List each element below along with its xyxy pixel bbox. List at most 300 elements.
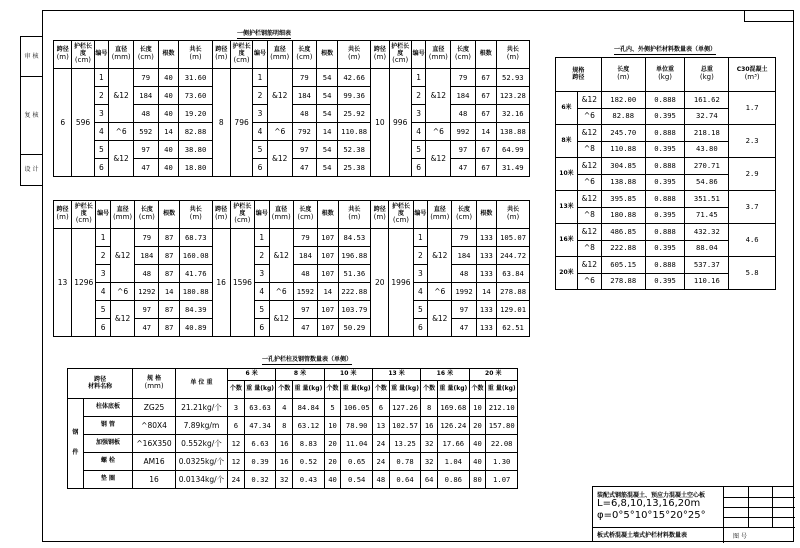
span-cell: 8 [212, 69, 230, 177]
value-cell: 6 [372, 399, 389, 417]
number-cell: 5 [413, 301, 428, 319]
value-cell: 106.05 [341, 399, 372, 417]
value-cell: 278.88 [601, 273, 645, 290]
value-cell: 32.16 [496, 105, 529, 123]
value-cell: 270.71 [685, 158, 729, 175]
value-cell: 54 [317, 159, 338, 177]
title-block-line3: φ=0°5°10°15°20°25° [597, 510, 706, 521]
value-cell: 47 [133, 159, 158, 177]
diameter-cell: &12 [109, 141, 134, 177]
column-header-label: 直径 [275, 206, 288, 214]
number-cell: 5 [253, 141, 268, 159]
value-cell: 0.888 [645, 257, 685, 274]
value-cell: 160.08 [179, 247, 212, 265]
value-cell: 184 [293, 247, 317, 265]
value-cell: 12 [228, 435, 245, 453]
column-header [338, 41, 371, 69]
column-header [645, 58, 685, 92]
table-row [68, 471, 518, 489]
value-cell: &12 [577, 191, 601, 208]
value-cell: ^8 [577, 141, 601, 158]
number-cell: 2 [94, 87, 109, 105]
span-header: 8 米 [276, 369, 324, 381]
column-header-unit: (mm) [430, 212, 450, 221]
column-header [158, 41, 179, 69]
table-header-row [556, 58, 776, 92]
concrete-cell: 4.6 [729, 224, 776, 257]
diameter-cell: ^6 [428, 283, 452, 301]
title-block-line1: 装配式钢筋混凝土、预应力混凝土空心板 [597, 492, 706, 499]
unit-weight-cell: 0.0134kg/个 [175, 471, 227, 489]
value-cell: 1992 [452, 283, 476, 301]
column-header-label: 护栏长度 [232, 43, 251, 57]
column-header [255, 201, 270, 229]
value-cell: 67 [475, 87, 496, 105]
column-header-spec [133, 369, 176, 399]
column-header-label: 编号 [412, 50, 425, 58]
column-header-label: 护栏长度 [391, 43, 410, 57]
value-cell: 169.68 [438, 399, 469, 417]
value-cell: 47 [292, 159, 317, 177]
value-cell: 6.63 [244, 435, 275, 453]
value-cell: 184 [452, 247, 476, 265]
number-cell: 4 [94, 123, 109, 141]
value-cell: 47.34 [244, 417, 275, 435]
value-cell: 395.85 [601, 191, 645, 208]
column-header-label: 护栏长度 [73, 43, 92, 57]
table-row [68, 453, 518, 471]
value-cell: 0.888 [645, 191, 685, 208]
column-header-unit-weight: 单 位 重 [175, 369, 227, 399]
side-label [68, 399, 84, 489]
value-cell: 304.85 [601, 158, 645, 175]
column-header [452, 201, 476, 229]
column-header-label: 编号 [255, 210, 268, 218]
column-header [230, 201, 254, 229]
column-header [253, 41, 268, 69]
unit-weight-cell: 0.0325kg/个 [175, 453, 227, 471]
value-cell: 0.86 [438, 471, 469, 489]
value-cell: 157.80 [486, 417, 518, 435]
column-header-label: 护栏长度 [391, 203, 410, 217]
value-cell: 47 [293, 319, 317, 337]
value-cell: &12 [577, 158, 601, 175]
column-header-unit: (cm) [233, 56, 250, 65]
value-cell: 222.88 [601, 240, 645, 257]
span-header: 10 米 [324, 369, 372, 381]
table-row [54, 123, 530, 141]
value-cell: 992 [451, 123, 476, 141]
value-cell: 184 [451, 87, 476, 105]
value-cell: 41.76 [179, 265, 212, 283]
table-row [556, 158, 776, 175]
value-cell: ^8 [577, 207, 601, 224]
column-header-unit: (m) [348, 212, 361, 221]
value-cell: 107 [318, 247, 339, 265]
number-cell: 2 [411, 87, 426, 105]
value-cell: 64 [421, 471, 438, 489]
value-cell: 107 [318, 265, 339, 283]
subheader-count: 个数 [228, 381, 245, 399]
value-cell: 19.20 [179, 105, 212, 123]
column-header-unit: (mm) [271, 212, 291, 221]
value-cell: 0.395 [645, 273, 685, 290]
value-cell: 432.32 [685, 224, 729, 241]
material-name: 钢 管 [83, 417, 132, 435]
column-header-label: 跨径 [215, 46, 228, 54]
column-header-unit: (m) [215, 52, 228, 61]
value-cell: 110.88 [338, 123, 371, 141]
column-header-label: 长度 [299, 206, 312, 214]
column-header [72, 201, 96, 229]
column-header [317, 41, 338, 69]
value-cell: 24 [372, 435, 389, 453]
value-cell: 103.79 [338, 301, 371, 319]
value-cell: 10 [469, 399, 486, 417]
concrete-cell: 3.7 [729, 191, 776, 224]
value-cell: 13.25 [389, 435, 420, 453]
value-cell: 0.32 [244, 471, 275, 489]
column-header-label: 跨径 [215, 206, 228, 214]
value-cell: 32 [276, 471, 293, 489]
corner-header [68, 369, 133, 399]
column-header-label: 根数 [162, 50, 175, 58]
diameter-cell: ^6 [426, 123, 451, 141]
column-header [179, 201, 212, 229]
number-cell: 5 [96, 301, 111, 319]
value-cell: 184 [135, 247, 159, 265]
sheet-corner-box [744, 10, 794, 22]
number-cell: 3 [96, 265, 111, 283]
value-cell: 138.88 [601, 174, 645, 191]
column-header-unit: (m) [373, 52, 387, 61]
title-block-line2: L=6,8,10,13,16,20m [597, 498, 701, 509]
subheader-count: 个数 [324, 381, 341, 399]
column-header-label: 共长 [189, 46, 202, 54]
diameter-cell: ^6 [267, 123, 292, 141]
value-cell: 537.37 [685, 257, 729, 274]
value-cell: 107 [318, 319, 339, 337]
value-cell: 180.88 [601, 207, 645, 224]
value-cell: &12 [577, 257, 601, 274]
span-header: 20 米 [469, 369, 517, 381]
unit-weight-cell: 7.89kg/m [175, 417, 227, 435]
value-cell: 24 [372, 453, 389, 471]
column-header-unit: (kg) [658, 72, 673, 81]
column-header-label: 长度 [617, 66, 630, 74]
value-cell: 8 [421, 399, 438, 417]
value-cell: 63.12 [293, 417, 324, 435]
column-header [292, 41, 317, 69]
table-row [68, 417, 518, 435]
column-header [685, 58, 729, 92]
value-cell: 79 [133, 69, 158, 87]
number-cell: 2 [413, 247, 428, 265]
value-cell: 222.88 [338, 283, 371, 301]
value-cell: 20 [324, 453, 341, 471]
value-cell: 138.88 [496, 123, 529, 141]
value-cell: 133 [476, 265, 497, 283]
value-cell: 0.52 [293, 453, 324, 471]
title-block-stamp [724, 487, 795, 527]
value-cell: 6 [228, 417, 245, 435]
subheader-count: 个数 [276, 381, 293, 399]
value-cell: 63.84 [497, 265, 530, 283]
value-cell: 87 [159, 319, 180, 337]
column-header-unit: (cm) [392, 56, 409, 65]
unit-weight-cell: 21.21kg/个 [175, 399, 227, 417]
value-cell: 0.64 [389, 471, 420, 489]
number-cell: 4 [255, 283, 270, 301]
column-header-label: 共长 [348, 206, 361, 214]
value-cell: 0.78 [389, 453, 420, 471]
value-cell: 0.54 [341, 471, 372, 489]
value-cell: 47 [452, 319, 476, 337]
column-header [54, 41, 72, 69]
value-cell: 11.04 [341, 435, 372, 453]
subheader-weight: 重 量(kg) [389, 381, 420, 399]
column-header [338, 201, 371, 229]
column-header-label: 护栏长度 [74, 203, 93, 217]
column-header-label: 跨径 [373, 46, 386, 54]
value-cell: 20 [324, 435, 341, 453]
length-cell: 996 [389, 69, 411, 177]
column-header-label: 直径 [432, 46, 445, 54]
number-cell: 6 [253, 159, 268, 177]
value-cell: 18.80 [179, 159, 212, 177]
value-cell: 110.16 [685, 273, 729, 290]
value-cell: ^6 [577, 108, 601, 125]
column-header-unit: (mm) [111, 52, 131, 61]
column-header-unit: (m) [506, 212, 520, 221]
column-header-label: 编号 [414, 210, 427, 218]
value-cell: 47 [451, 159, 476, 177]
value-cell: 184 [292, 87, 317, 105]
value-cell: 592 [133, 123, 158, 141]
value-cell: 40 [469, 435, 486, 453]
material-name: 柱体底板 [83, 399, 132, 417]
value-cell: 24 [228, 471, 245, 489]
steel-post-table [67, 368, 518, 489]
value-cell: 12 [228, 453, 245, 471]
column-header-label: 直径 [433, 206, 446, 214]
column-header-label: 规 格 [146, 375, 162, 383]
signature-cell-review: 审 核 [21, 37, 42, 77]
column-header-label: 编号 [97, 210, 110, 218]
diameter-cell: ^6 [269, 283, 293, 301]
value-cell: 126.24 [438, 417, 469, 435]
value-cell: 123.28 [496, 87, 529, 105]
number-cell: 6 [411, 159, 426, 177]
column-header-unit: (cm) [455, 212, 473, 221]
column-header-unit: (cm) [75, 216, 92, 225]
value-cell: 79 [135, 229, 159, 247]
value-cell: 62.51 [497, 319, 530, 337]
material-name: 螺 栓 [83, 453, 132, 471]
value-cell: 87 [159, 301, 180, 319]
rebar-table-top [53, 40, 530, 177]
column-header-unit: (m) [56, 52, 69, 61]
value-cell: 133 [476, 229, 497, 247]
value-cell: 0.888 [645, 125, 685, 142]
column-header [133, 41, 158, 69]
span-cell: 20 [371, 229, 389, 337]
value-cell: 54.86 [685, 174, 729, 191]
table-header-row [54, 201, 530, 229]
value-cell: ^6 [577, 174, 601, 191]
value-cell: 79 [293, 229, 317, 247]
number-cell: 5 [94, 141, 109, 159]
value-cell: 51.36 [338, 265, 371, 283]
value-cell: 32 [421, 435, 438, 453]
number-cell: 1 [255, 229, 270, 247]
subheader-weight: 重 量(kg) [486, 381, 518, 399]
value-cell: 25.92 [338, 105, 371, 123]
value-cell: 64.99 [496, 141, 529, 159]
span-label: 13米 [556, 191, 578, 224]
value-cell: 79 [292, 69, 317, 87]
value-cell: 40 [158, 87, 179, 105]
subheader-weight: 重 量(kg) [438, 381, 469, 399]
value-cell: 31.49 [496, 159, 529, 177]
value-cell: 605.15 [601, 257, 645, 274]
value-cell: 88.04 [685, 240, 729, 257]
column-header-unit: (cm) [454, 52, 472, 61]
column-header-label: 编号 [254, 50, 267, 58]
column-header-unit: (m) [347, 52, 361, 61]
spec-cell: ^16X350 [133, 435, 176, 453]
value-cell: 73.60 [179, 87, 212, 105]
value-cell: 133 [476, 319, 497, 337]
column-header-label: 长度 [140, 206, 153, 214]
subheader-count: 个数 [372, 381, 389, 399]
value-cell: 14 [158, 123, 179, 141]
column-header [428, 201, 452, 229]
signature-strip [20, 36, 42, 186]
value-cell: 97 [292, 141, 317, 159]
value-cell: 42.66 [338, 69, 371, 87]
column-header [371, 201, 389, 229]
value-cell: 97 [133, 141, 158, 159]
diameter-cell: &12 [110, 229, 134, 283]
column-header-label: 根数 [321, 210, 334, 218]
value-cell: 38.80 [179, 141, 212, 159]
signature-cell-design: 设 计 [24, 166, 39, 173]
spec-cell: ^80X4 [133, 417, 176, 435]
value-cell: 67 [475, 141, 496, 159]
value-cell: 0.395 [645, 174, 685, 191]
value-cell: 87 [159, 229, 180, 247]
table-row [54, 141, 530, 159]
value-cell: 31.60 [179, 69, 212, 87]
value-cell: 0.888 [645, 158, 685, 175]
number-cell: 1 [94, 69, 109, 87]
corner-label-spec: 规格 [572, 66, 585, 74]
column-header-unit: (cm) [74, 56, 92, 65]
span-header: 6 米 [228, 369, 276, 381]
column-header [109, 41, 134, 69]
column-header-label: 根数 [321, 50, 334, 58]
column-header [135, 201, 159, 229]
concrete-cell: 2.9 [729, 158, 776, 191]
material-quantity-table [555, 57, 776, 290]
column-header [54, 201, 72, 229]
value-cell: 127.26 [389, 399, 420, 417]
value-cell: 8.83 [293, 435, 324, 453]
corner-header [556, 58, 602, 92]
value-cell: 0.395 [645, 207, 685, 224]
length-cell: 596 [72, 69, 94, 177]
value-cell: 48 [292, 105, 317, 123]
value-cell: 129.01 [497, 301, 530, 319]
span-label: 10米 [556, 158, 578, 191]
value-cell: 107 [318, 301, 339, 319]
column-header [212, 41, 230, 69]
value-cell: 48 [372, 471, 389, 489]
subheader-weight: 重 量(kg) [244, 381, 275, 399]
diameter-cell: &12 [267, 141, 292, 177]
value-cell: 0.888 [645, 92, 685, 109]
value-cell: 97 [293, 301, 317, 319]
value-cell: 182.00 [601, 92, 645, 109]
value-cell: 486.85 [601, 224, 645, 241]
number-cell: 6 [94, 159, 109, 177]
table-header-row [68, 369, 518, 381]
column-header [496, 41, 529, 69]
column-header [389, 41, 411, 69]
number-cell: 4 [96, 283, 111, 301]
column-header-unit: (cm) [296, 52, 313, 61]
value-cell: 97 [135, 301, 159, 319]
value-cell: 97 [451, 141, 476, 159]
column-header-unit: (cm) [392, 216, 410, 225]
column-header-label: 直径 [116, 206, 129, 214]
spec-cell: 16 [133, 471, 176, 489]
value-cell: 14 [159, 283, 180, 301]
diameter-cell: &12 [269, 301, 293, 337]
table-row [556, 224, 776, 241]
column-header-unit: (m) [189, 52, 202, 61]
value-cell: 63.63 [244, 399, 275, 417]
column-header-unit: (cm) [138, 212, 155, 221]
value-cell: 82.88 [601, 108, 645, 125]
value-cell: &12 [577, 224, 601, 241]
table-row [556, 125, 776, 142]
value-cell: 792 [292, 123, 317, 141]
value-cell: 48 [293, 265, 317, 283]
value-cell: 40 [324, 471, 341, 489]
diameter-cell: &12 [428, 301, 452, 337]
value-cell: 54 [317, 141, 338, 159]
corner-label-span: 跨径 [572, 73, 585, 81]
value-cell: 196.88 [338, 247, 371, 265]
value-cell: 1592 [293, 283, 317, 301]
value-cell: 13 [372, 417, 389, 435]
column-header-label: 总重 [700, 66, 713, 74]
value-cell: 43.80 [685, 141, 729, 158]
value-cell: 16 [276, 453, 293, 471]
column-header [267, 41, 292, 69]
value-cell: 25.38 [338, 159, 371, 177]
number-cell: 3 [413, 265, 428, 283]
value-cell: 133 [476, 247, 497, 265]
number-cell: 3 [255, 265, 270, 283]
span-label: 20米 [556, 257, 578, 290]
column-header-unit: (m) [617, 72, 630, 81]
column-header-unit: (cm) [234, 216, 251, 225]
value-cell: 1.04 [438, 453, 469, 471]
column-header-unit: (mm) [144, 381, 164, 390]
